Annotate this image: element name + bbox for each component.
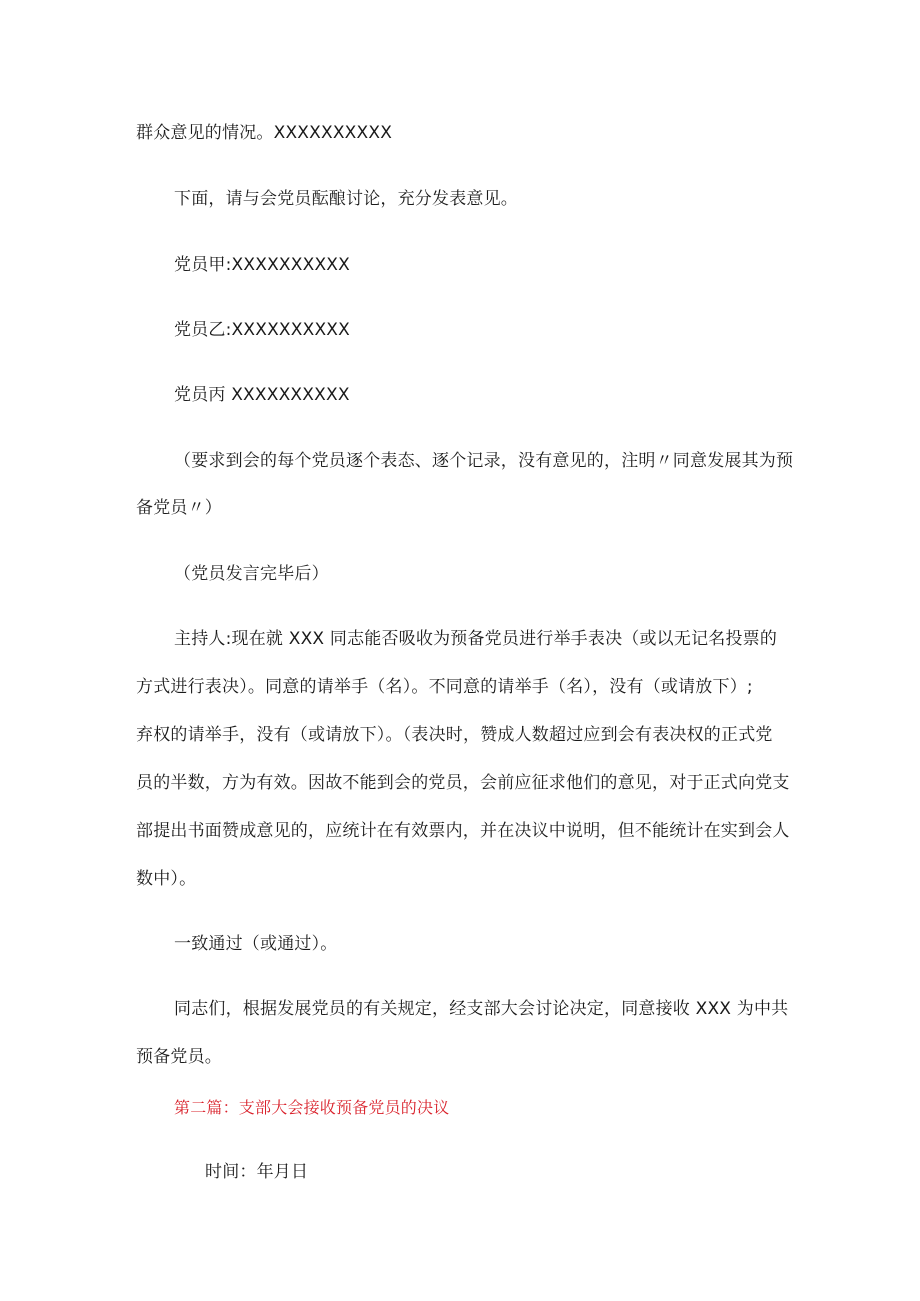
paragraph-line: 方式进行表决）。同意的请举手（名）。不同意的请举手（名），没有（或请放下）;	[136, 677, 753, 697]
paragraph-line: 群众意见的情况。XXXXXXXXXX	[136, 123, 393, 143]
speaker-line-b: 党员乙:XXXXXXXXXX	[174, 320, 350, 340]
paragraph-line: 一致通过（或通过）。	[174, 934, 338, 954]
paragraph-line: 下面，请与会党员酝酿讨论，充分发表意见。	[174, 189, 518, 209]
paragraph-line: 数中）。	[136, 869, 197, 889]
section-heading: 第二篇：支部大会接收预备党员的决议	[174, 1098, 450, 1117]
paragraph-line: 部提出书面赞成意见的，应统计在有效票内，并在决议中说明，但不能统计在实到会人	[136, 821, 790, 841]
speaker-line-c: 党员丙 XXXXXXXXXX	[174, 385, 350, 405]
paragraph-line: 员的半数，方为有效。因故不能到会的党员，会前应征求他们的意见，对于正式向党支	[136, 773, 790, 793]
paragraph-line: 同志们，根据发展党员的有关规定，经支部大会讨论决定，同意接收 XXX 为中共	[174, 999, 789, 1019]
paragraph-line: （要求到会的每个党员逐个表态、逐个记录，没有意见的，注明〃同意发展其为预	[174, 451, 794, 471]
paragraph-line: 备党员〃）	[136, 498, 222, 518]
paragraph-line: 预备党员。	[136, 1047, 222, 1067]
paragraph-line: 弃权的请举手，没有（或请放下）。（表决时，赞成人数超过应到会有表决权的正式党	[136, 725, 773, 745]
paragraph-line: （党员发言完毕后）	[174, 564, 329, 584]
paragraph-line: 主持人:现在就 XXX 同志能否吸收为预备党员进行举手表决（或以无记名投票的	[174, 629, 778, 649]
time-line: 时间：年月日	[205, 1162, 309, 1182]
speaker-line-a: 党员甲:XXXXXXXXXX	[174, 255, 350, 275]
